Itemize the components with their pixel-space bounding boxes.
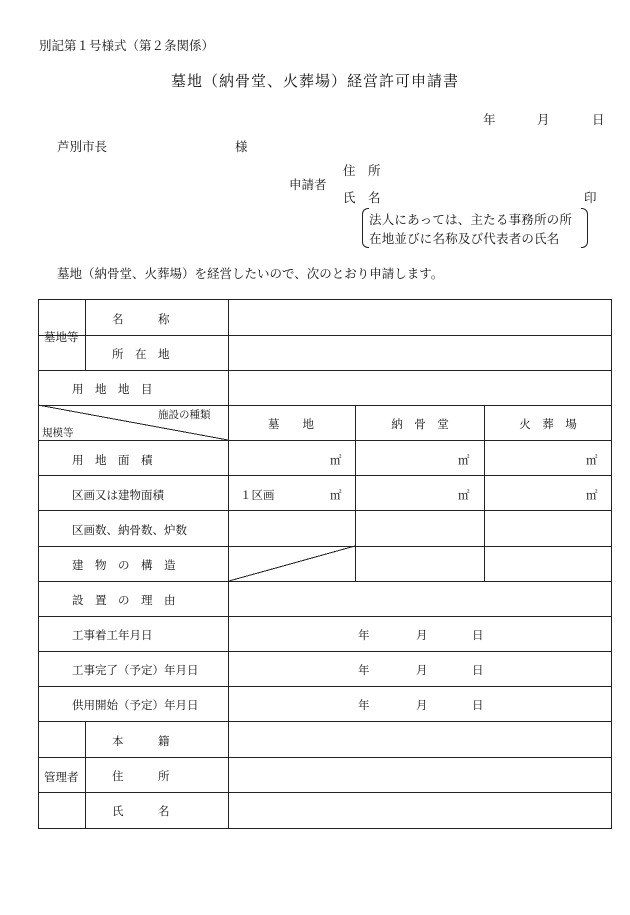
- col-ossuary-header: 納 骨 堂: [391, 417, 449, 431]
- col-cemetery-header: 墓 地: [268, 417, 314, 431]
- cemetery-group-label: 墓地等: [44, 330, 79, 344]
- date-year: 年: [483, 112, 496, 127]
- date-month: 月: [537, 112, 550, 127]
- construction-start-label: 工事着工年月日: [72, 628, 153, 642]
- honorific: 様: [235, 139, 248, 154]
- applicant-name-label: 氏 名: [343, 190, 381, 205]
- ymd-day: 日: [472, 698, 484, 712]
- ymd-year: 年: [358, 698, 370, 712]
- one-section-label: １区画: [240, 488, 275, 502]
- ymd-month: 月: [416, 628, 428, 642]
- ymd-year: 年: [358, 663, 370, 677]
- unit-sqm: ㎡: [458, 453, 470, 467]
- ymd-month: 月: [416, 698, 428, 712]
- col-crematorium-header: 火 葬 場: [519, 417, 577, 431]
- unit-sqm: ㎡: [458, 488, 470, 502]
- counts-label: 区画数、納骨数、炉数: [72, 523, 187, 537]
- corporation-note-line2: 在地並びに名称及び代表者の氏名: [369, 231, 560, 246]
- manager-address-label: 住 所: [112, 769, 170, 783]
- diagonal-struct-line: [229, 546, 355, 581]
- facility-type-label: 施設の種類: [158, 409, 211, 421]
- section-area-label: 区画又は建物面積: [72, 488, 164, 502]
- land-area-label: 用 地 面 積: [72, 453, 153, 467]
- honseki-label: 本 籍: [112, 734, 170, 748]
- manager-group-label: 管理者: [44, 770, 79, 784]
- ymd-day: 日: [472, 628, 484, 642]
- applicant-label: 申請者: [289, 177, 327, 192]
- structure-label: 建 物 の 構 造: [72, 558, 176, 572]
- seal-mark: 印: [584, 190, 597, 205]
- ymd-month: 月: [416, 663, 428, 677]
- ymd-year: 年: [358, 628, 370, 642]
- intro-text: 墓地（納骨堂、火葬場）を経営したいので、次のとおり申請します。: [57, 266, 444, 281]
- scale-label: 規模等: [42, 427, 74, 439]
- service-start-label: 供用開始（予定）年月日: [72, 698, 199, 712]
- name-label: 名 称: [112, 312, 170, 326]
- document-title: 墓地（納骨堂、火葬場）経営許可申請書: [170, 72, 459, 90]
- land-category-label: 用 地 地 目: [72, 382, 153, 396]
- addressee: 芦別市長: [57, 139, 108, 154]
- unit-sqm: ㎡: [586, 488, 598, 502]
- unit-sqm: ㎡: [330, 453, 342, 467]
- ymd-day: 日: [472, 663, 484, 677]
- corporation-note-line1: 法人にあっては、主たる事務所の所: [369, 212, 573, 227]
- location-label: 所 在 地: [112, 347, 170, 361]
- date-day: 日: [592, 112, 605, 127]
- construction-complete-label: 工事完了（予定）年月日: [72, 663, 199, 677]
- unit-sqm: ㎡: [330, 488, 342, 502]
- form-number-label: 別記第１号様式（第２条関係）: [39, 38, 215, 53]
- applicant-address-label: 住 所: [343, 163, 381, 178]
- unit-sqm: ㎡: [586, 453, 598, 467]
- reason-label: 設 置 の 理 由: [72, 593, 176, 607]
- manager-name-label: 氏 名: [112, 804, 170, 818]
